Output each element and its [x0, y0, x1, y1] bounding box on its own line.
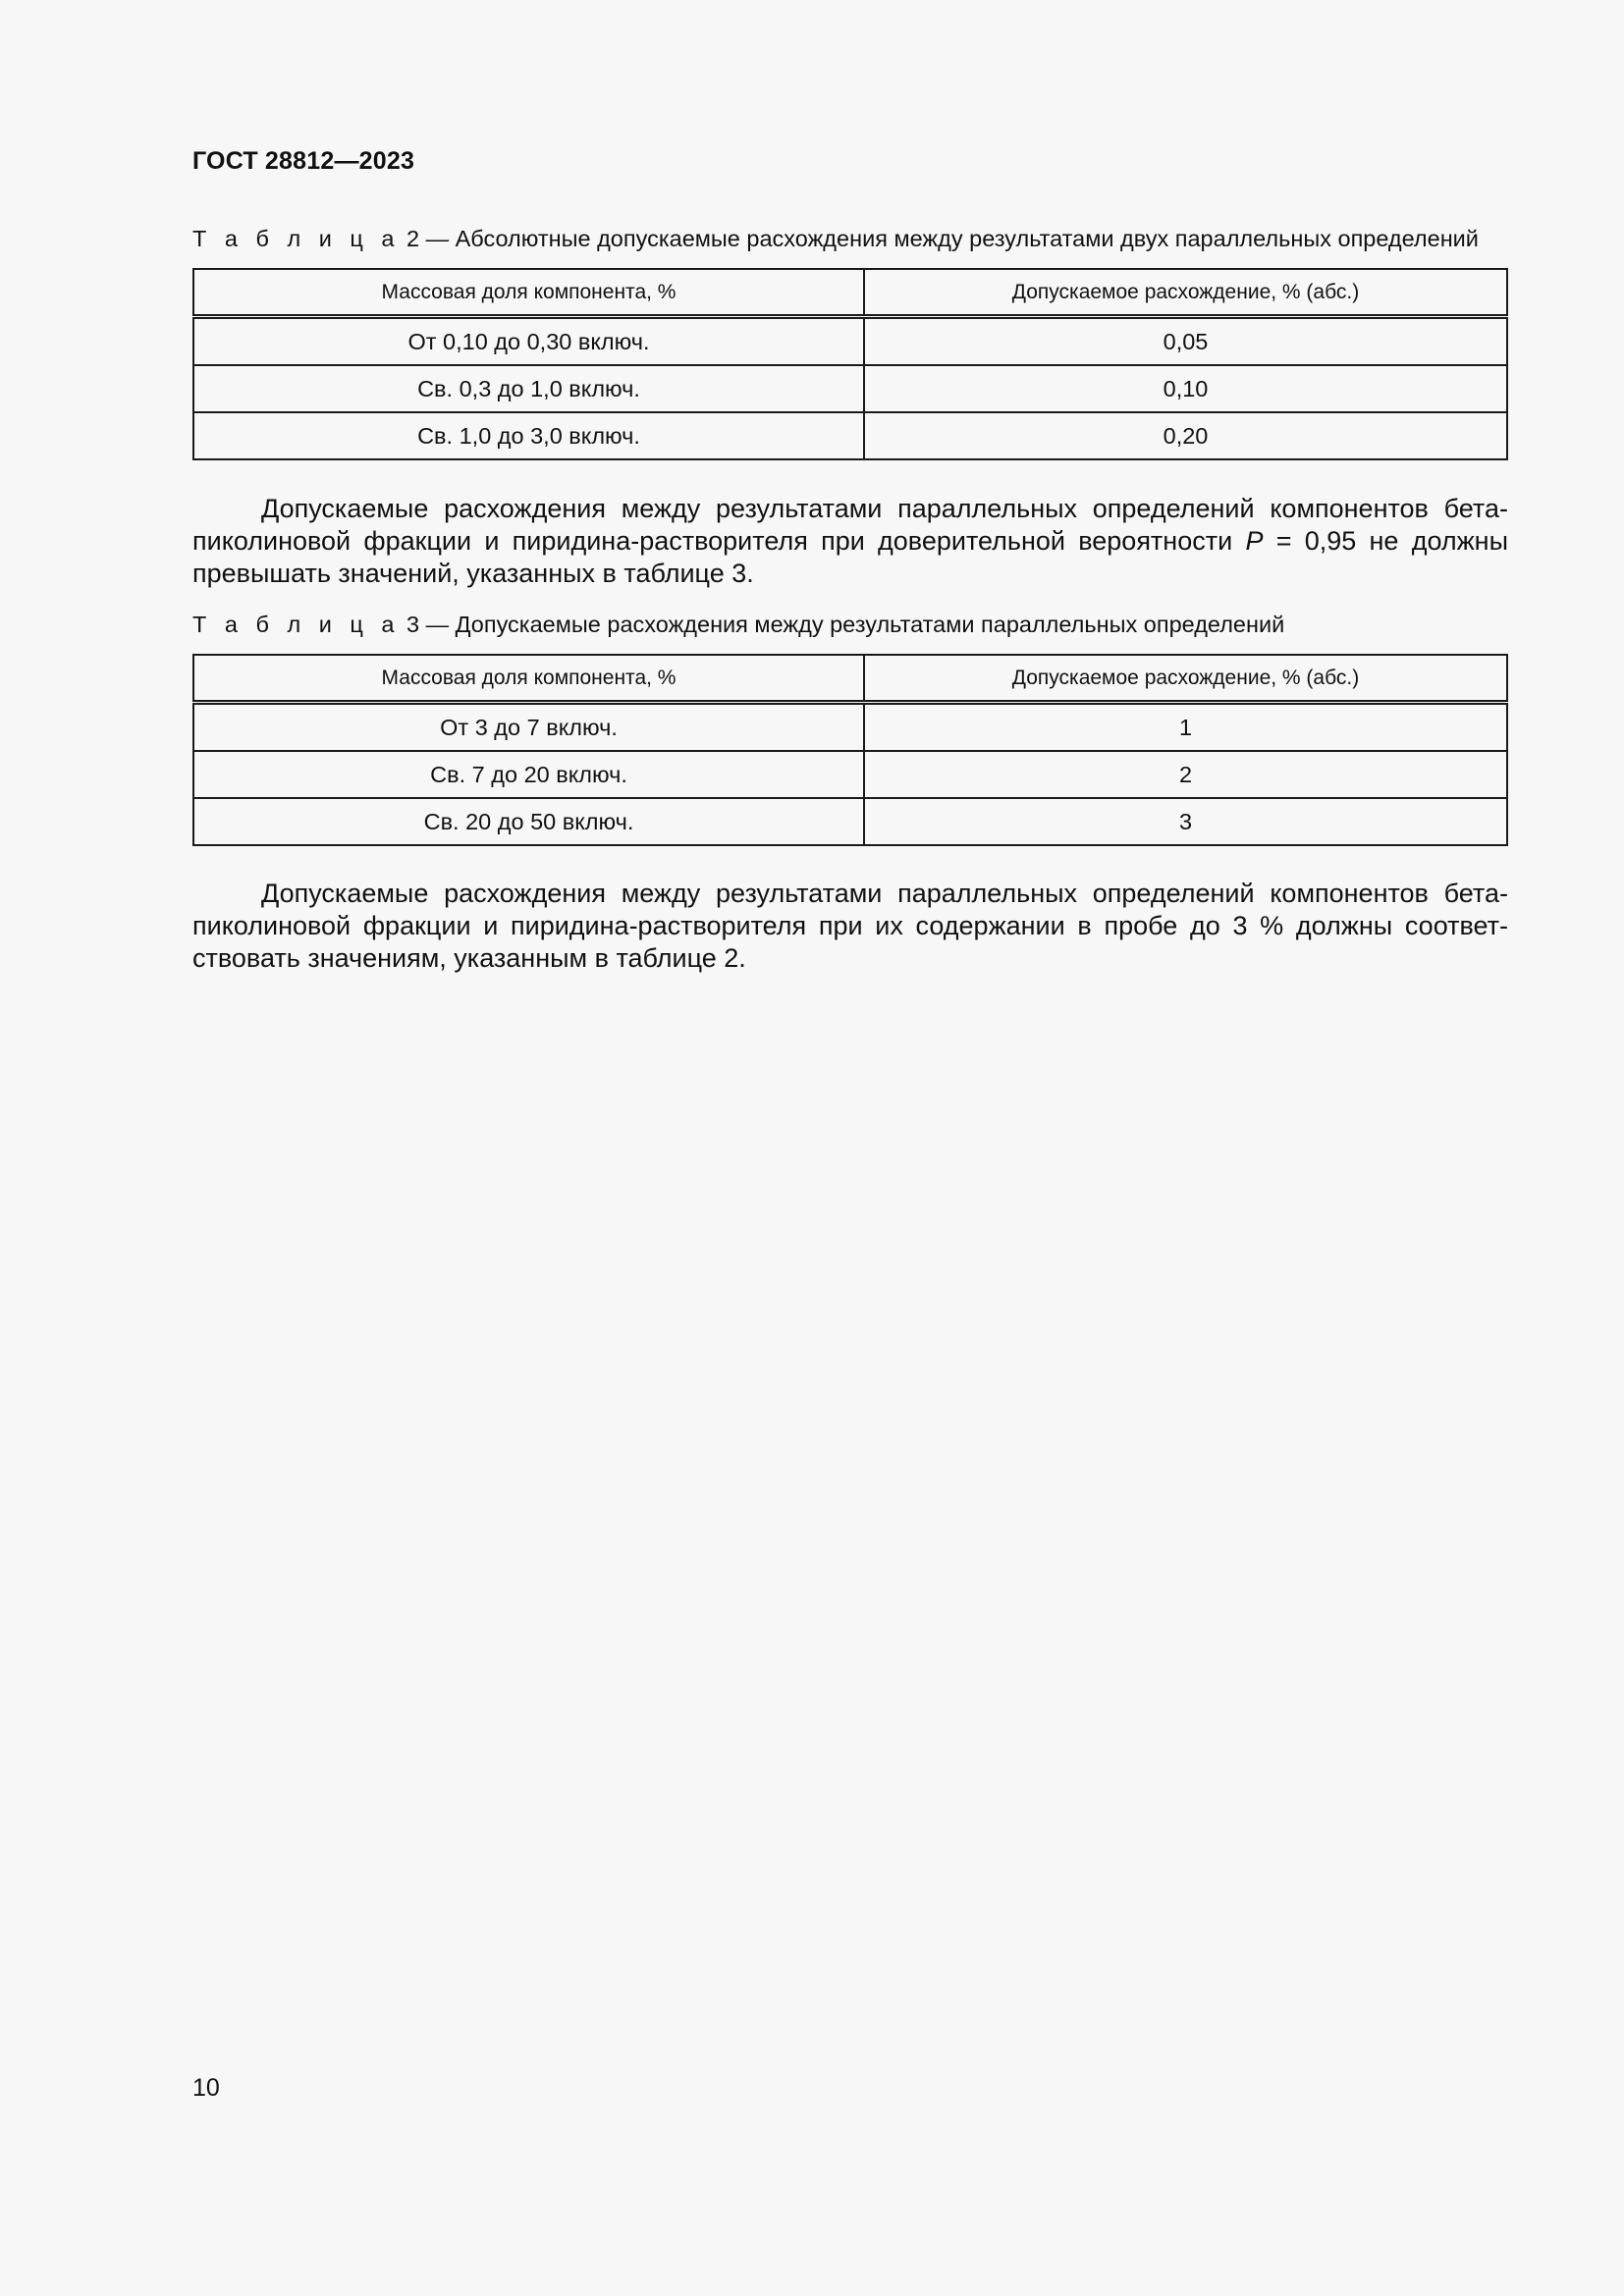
table-row [193, 703, 1507, 752]
table-cell: 0,05 [864, 317, 1507, 366]
table-cell: 0,20 [864, 412, 1507, 459]
table-label: Т а б л и ц а [192, 226, 401, 251]
table-cell: 0,10 [864, 365, 1507, 412]
table-2 [192, 268, 1508, 460]
paragraph-line: превышать значений, указанных в таблице 3. [192, 559, 754, 588]
table-3-title: 3 — Допускаемые расхождения между результатами параллельных определений [406, 612, 1285, 637]
table-cell: Св. 0,3 до 1,0 включ. [193, 365, 864, 412]
column-header: Массовая доля компонента, % [193, 269, 864, 317]
paragraph-line-tail: = 0,95 не должны [1263, 526, 1509, 556]
paragraph-line: Допускаемые расхождения между результатами параллельных определений компонентов бета- [261, 494, 1508, 523]
column-header: Допускаемое расхождение, % (абс.) [864, 269, 1507, 317]
table-cell: 2 [864, 751, 1507, 798]
table-cell: 3 [864, 798, 1507, 845]
table-row [193, 317, 1507, 366]
paragraph-line: пиколиновой фракции и пиридина-растворителя при их содержании в пробе до 3 % должны соответ- [192, 911, 1508, 940]
table-2-title: 2 — Абсолютные допускаемые расхождения между результатами двух параллельных определений [406, 226, 1479, 251]
paragraph-1 [192, 493, 1508, 590]
probability-symbol: P [1245, 526, 1264, 556]
table-cell: Св. 7 до 20 включ. [193, 751, 864, 798]
paragraph-line [192, 525, 1508, 558]
table-cell: Св. 20 до 50 включ. [193, 798, 864, 845]
column-header: Допускаемое расхождение, % (абс.) [864, 655, 1507, 703]
paragraph-2 [192, 878, 1508, 975]
page-number: 10 [192, 2074, 220, 2102]
paragraph-line-text: пиколиновой фракции и пиридина-растворителя при доверительной вероятности [192, 526, 1246, 556]
document-code: ГОСТ 28812—2023 [192, 147, 415, 175]
table-header-row [193, 269, 1507, 317]
table-header-row [193, 655, 1507, 703]
table-row [193, 412, 1507, 459]
table-cell: От 0,10 до 0,30 включ. [193, 317, 864, 366]
table-cell: 1 [864, 703, 1507, 752]
table-label: Т а б л и ц а [192, 612, 401, 637]
table-2-caption [192, 226, 1508, 252]
column-header: Массовая доля компонента, % [193, 655, 864, 703]
table-3 [192, 654, 1508, 846]
paragraph-line: ствовать значениям, указанным в таблице 2. [192, 943, 746, 973]
table-cell: Св. 1,0 до 3,0 включ. [193, 412, 864, 459]
paragraph-line: Допускаемые расхождения между результатами параллельных определений компонентов бета- [261, 879, 1508, 908]
table-row [193, 798, 1507, 845]
table-cell: От 3 до 7 включ. [193, 703, 864, 752]
table-row [193, 365, 1507, 412]
table-row [193, 751, 1507, 798]
table-3-caption [192, 612, 1508, 638]
